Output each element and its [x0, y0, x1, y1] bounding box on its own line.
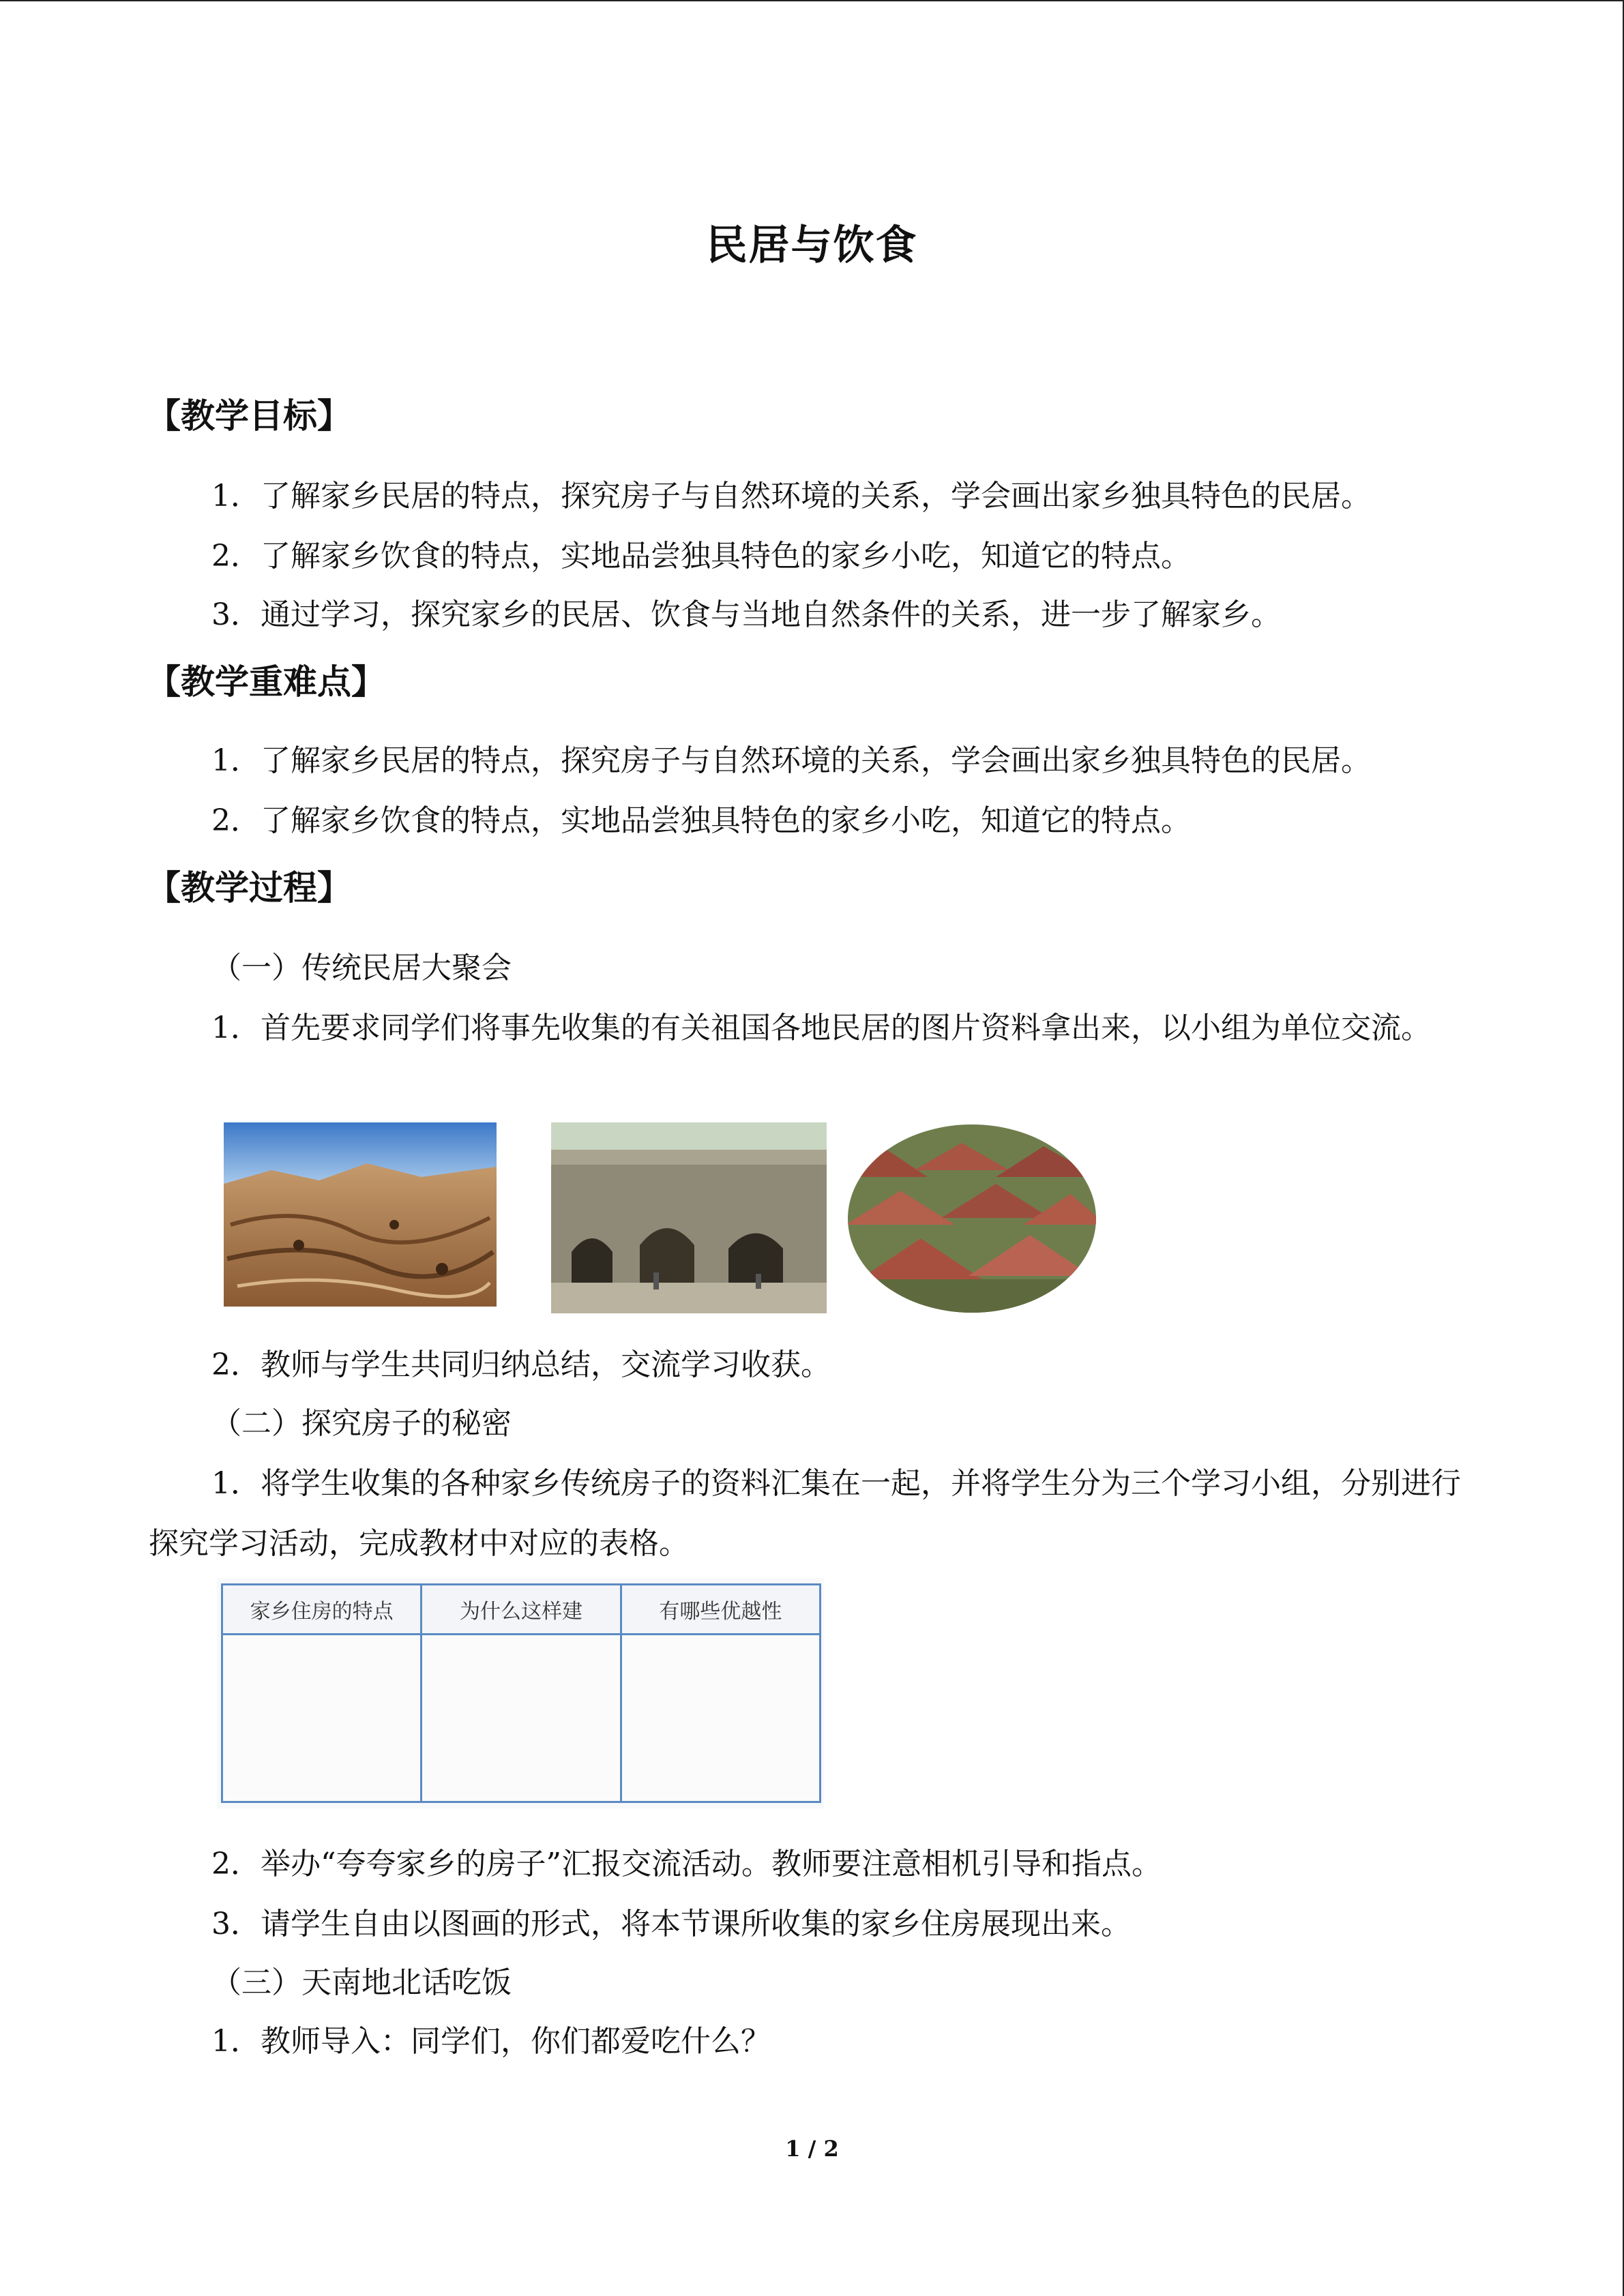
- section-heading-process: 【教学过程】: [147, 868, 351, 908]
- part2-step2: 2．举办“夸夸家乡的房子”汇报交流活动。教师要注意相机引导和指点。: [211, 1847, 1162, 1881]
- page-title: 民居与饮食: [706, 222, 918, 269]
- part1-title: （一）传统民居大聚会: [211, 951, 512, 985]
- key-point-item-1: 1．了解家乡民居的特点，探究房子与自然环境的关系，学会画出家乡独具特色的民居。: [211, 743, 1371, 778]
- photo-loess-plateau: [217, 1122, 503, 1313]
- table-header-features: 家乡住房的特点: [222, 1585, 422, 1635]
- photo-cave-dwelling: [551, 1122, 827, 1313]
- page-number: 1 / 2: [785, 2136, 839, 2162]
- part1-step1: 1．首先要求同学们将事先收集的有关祖国各地民居的图片资料拿出来，以小组为单位交流。: [211, 1011, 1431, 1045]
- table-cell: [222, 1635, 422, 1802]
- photo-village-roofs: [846, 1122, 1098, 1315]
- table-header-reason: 为什么这样建: [422, 1585, 621, 1635]
- house-table: [221, 1583, 821, 1803]
- goal-item-1: 1．了解家乡民居的特点，探究房子与自然环境的关系，学会画出家乡独具特色的民居。: [211, 479, 1371, 513]
- table-cell: [621, 1635, 820, 1802]
- part3-title: （三）天南地北话吃饭: [211, 1965, 512, 2000]
- table-header-advantages: 有哪些优越性: [621, 1585, 820, 1635]
- part2-step1: 1．将学生收集的各种家乡传统房子的资料汇集在一起，并将学生分为三个学习小组，分别进行探究学习活动，完成教材中对应的表格。: [149, 1466, 1461, 1561]
- section-heading-key-points: 【教学重难点】: [147, 662, 385, 702]
- goal-item-3: 3．通过学习，探究家乡的民居、饮食与当地自然条件的关系，进一步了解家乡。: [211, 597, 1281, 632]
- section-heading-goals: 【教学目标】: [147, 396, 351, 436]
- goal-item-2: 2．了解家乡饮食的特点，实地品尝独具特色的家乡小吃，知道它的特点。: [211, 539, 1191, 573]
- part3-step1: 1．教师导入：同学们，你们都爱吃什么？: [211, 2024, 771, 2059]
- house-table-image: [217, 1578, 824, 1808]
- table-cell: [422, 1635, 621, 1802]
- part1-step2: 2．教师与学生共同归纳总结，交流学习收获。: [211, 1347, 831, 1382]
- part2-step3: 3．请学生自由以图画的形式，将本节课所收集的家乡住房展现出来。: [211, 1907, 1131, 1941]
- key-point-item-2: 2．了解家乡饮食的特点，实地品尝独具特色的家乡小吃，知道它的特点。: [211, 803, 1191, 838]
- part2-title: （二）探究房子的秘密: [211, 1406, 512, 1441]
